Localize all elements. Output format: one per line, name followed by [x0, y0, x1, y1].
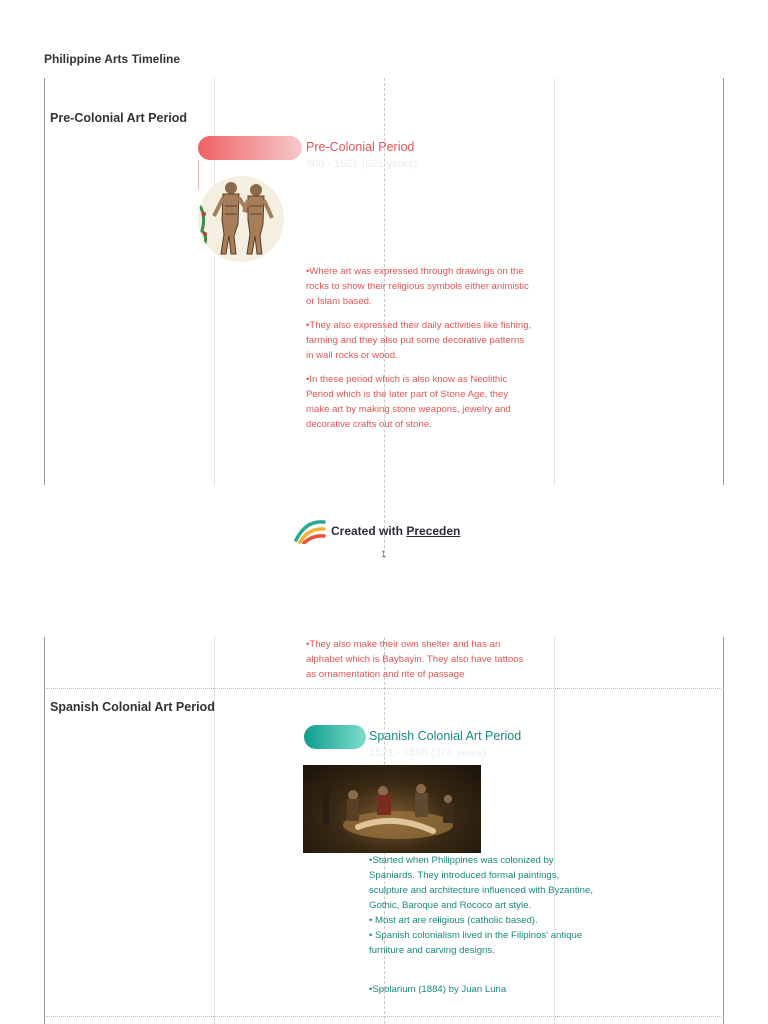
event-title-spanish[interactable]: Spanish Colonial Art Period [369, 729, 522, 743]
pre-colonial-figures-image [198, 176, 284, 262]
band-label-pre-colonial: Pre-Colonial Art Period [50, 111, 188, 125]
page1-right-border [723, 78, 724, 485]
event-dates-pre-colonial: 900 - 1521 (621 years) [306, 158, 418, 170]
band-divider [44, 1016, 724, 1017]
paragraph: • Most art are religious (catholic based). [369, 915, 538, 926]
pre-colonial-continued [306, 637, 534, 691]
paragraph: •They also expressed their daily activities like fishing, farming and they also put some decorative patterns in wall rocks or wood. [306, 320, 532, 361]
page2-right-border [723, 637, 724, 1024]
page-number: 1 [381, 549, 387, 559]
paragraph: •They also make their own shelter and has an alphabet which is Baybayin. They also have tattoos as ornamentation and rite of passage [306, 639, 524, 680]
band-divider [44, 688, 724, 689]
paragraph: • Spanish colonialism lived in the Filipinos' antique furniture and carving designs. [369, 930, 583, 956]
event-connector [198, 160, 199, 190]
spanish-description [369, 853, 597, 958]
event-bar-pre-colonial[interactable] [198, 136, 302, 160]
paragraph: •Where art was expressed through drawings on the rocks to show their religious symbols either animistic or Islam based. [306, 266, 529, 307]
event-title-pre-colonial[interactable]: Pre-Colonial Period [306, 140, 415, 154]
event-dates-spanish: 1521 - 1898 (378 years) [369, 747, 487, 759]
grid-line [554, 637, 555, 1024]
paragraph: •Started when Philippines was colonized by Spaniards. They introduced formal paintings, sculpture and architecture influenced with Byzantine, Gothic, Baroque and Rococo art style. [369, 855, 593, 911]
spanish-caption: •Spolarium (1884) by Juan Luna [369, 984, 507, 995]
grid-line [554, 78, 555, 485]
paragraph: •In these period which is also know as Neolithic Period which is the later part of Stone Age, they make art by making stone weapons, jewelry and decorative crafts out of stone. [306, 374, 511, 430]
document-title: Philippine Arts Timeline [44, 52, 181, 66]
preceden-logo-icon[interactable] [294, 518, 326, 544]
band-label-spanish: Spanish Colonial Art Period [50, 700, 215, 714]
footer-prefix: Created with [331, 524, 407, 538]
page1-left-border [44, 78, 45, 485]
footer-credit [331, 524, 460, 538]
page2-left-border [44, 637, 45, 1024]
spoliarium-painting-image [303, 765, 481, 853]
preceden-link[interactable]: Preceden [406, 524, 461, 538]
grid-line [214, 637, 215, 1024]
pre-colonial-description [306, 264, 534, 441]
event-bar-spanish[interactable] [304, 725, 366, 749]
